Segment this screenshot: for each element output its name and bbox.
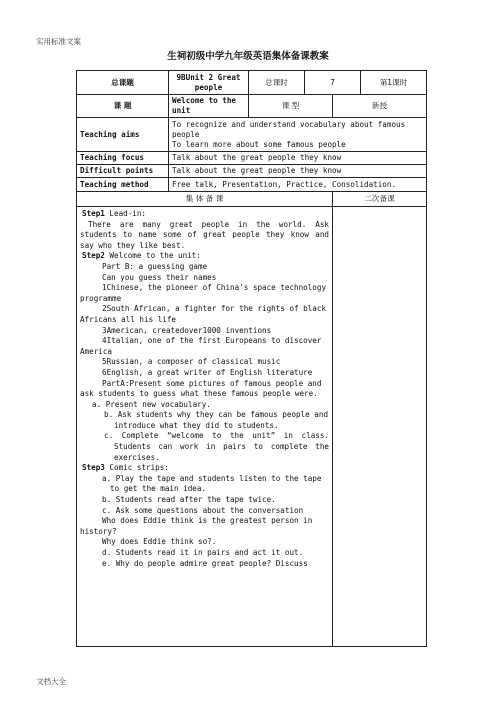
guess-prompt: Can you guess their names: [102, 272, 217, 282]
list-item: 5Russian, a composer of classical music: [102, 357, 281, 367]
lesson-steps: [77, 207, 333, 647]
step1-heading: Step1 Lead-in:: [82, 209, 147, 218]
step3-heading: Step3 Comic strips:: [82, 463, 169, 473]
type-value: 新授: [333, 95, 427, 118]
list-item: b. Students read after the tape twice.: [102, 495, 276, 505]
total-hours-label: 总课时: [249, 71, 305, 95]
list-item: e. Why do people admire great people? Discuss: [102, 558, 308, 568]
page-title: 生祠初级中学九年级英语集体备课教案: [167, 51, 329, 62]
aims-value: To recognize and understand vocabulary about famous people To learn more about some famous people: [169, 118, 427, 152]
list-item: 6English, a great writer of English literature: [102, 367, 313, 377]
list-item: 1Chinese, the pioneer of China's space technology programme: [80, 283, 327, 303]
row-method: [77, 178, 427, 192]
row-prep-headers: [77, 192, 427, 207]
list-item: b. Ask students why they can be famous people and introduce what they did to students.: [104, 410, 329, 430]
list-item: c. Complete “welcome to the unit” in class. Students can work in pairs to complete the exercises.: [104, 431, 329, 462]
method-label: Teaching method: [77, 178, 169, 192]
list-item: d. Students read it in pairs and act it out.: [102, 548, 304, 557]
row-total-topic: [77, 71, 427, 95]
type-label: 课 型: [249, 95, 333, 118]
list-item: a. Play the tape and students listen to the tape to get the main idea.: [102, 473, 322, 494]
row-lesson: [77, 95, 427, 118]
second-prep-area: [333, 207, 427, 647]
focus-label: Teaching focus: [77, 152, 169, 165]
aims-label: Teaching aims: [77, 118, 169, 152]
question: Why does Eddie think so?.: [102, 537, 217, 547]
second-prep-label: 二次备课: [333, 192, 427, 207]
total-hours-value: 7: [305, 71, 361, 95]
step2-heading: Step2 Welcome to the unit:: [82, 251, 201, 261]
difficult-value: Talk about the great people they know: [169, 165, 427, 178]
total-topic-label: 总课题: [77, 71, 169, 95]
difficult-label: Difficult points: [77, 165, 169, 178]
row-focus: [77, 152, 427, 165]
row-aims: [77, 118, 427, 152]
part-a: PartA:Present some pictures of famous people and ask students to guess what these famous people were.: [80, 378, 322, 399]
lesson-value: Welcome to the unit: [169, 95, 249, 118]
total-topic-value: 9BUnit 2 Great people: [169, 71, 249, 95]
question: Who does Eddie think is the greatest person in history?: [80, 516, 313, 536]
lesson-plan-table: [76, 70, 427, 647]
focus-value: Talk about the great people they know: [169, 152, 427, 165]
part-b: Part B: a guessing game: [102, 261, 208, 271]
row-difficult: [77, 165, 427, 178]
step1-text: There are many great people in the world. Ask students to name some of great people they know and say who they like best.: [80, 219, 329, 250]
list-item: c. Ask some questions about the conversation: [102, 505, 304, 515]
row-body: [77, 207, 427, 647]
prep-label: 集 体 备 课: [77, 192, 333, 207]
list-item: 4Italian, one of the first Europeans to discover America: [80, 336, 322, 356]
list-item: 2South African, a fighter for the rights of black Africans all his life: [80, 304, 327, 324]
list-item: 3American, createdover1000 inventions: [102, 325, 272, 335]
page-footer: 文档大全: [36, 677, 66, 686]
list-item: a. Present new vocabulary.: [92, 399, 211, 409]
lesson-label: 课 题: [77, 95, 169, 118]
period-value: 第1课时: [361, 71, 427, 95]
page-header: 实用标准文案: [36, 37, 81, 46]
method-value: Free talk, Presentation, Practice, Consolidation.: [169, 178, 427, 192]
